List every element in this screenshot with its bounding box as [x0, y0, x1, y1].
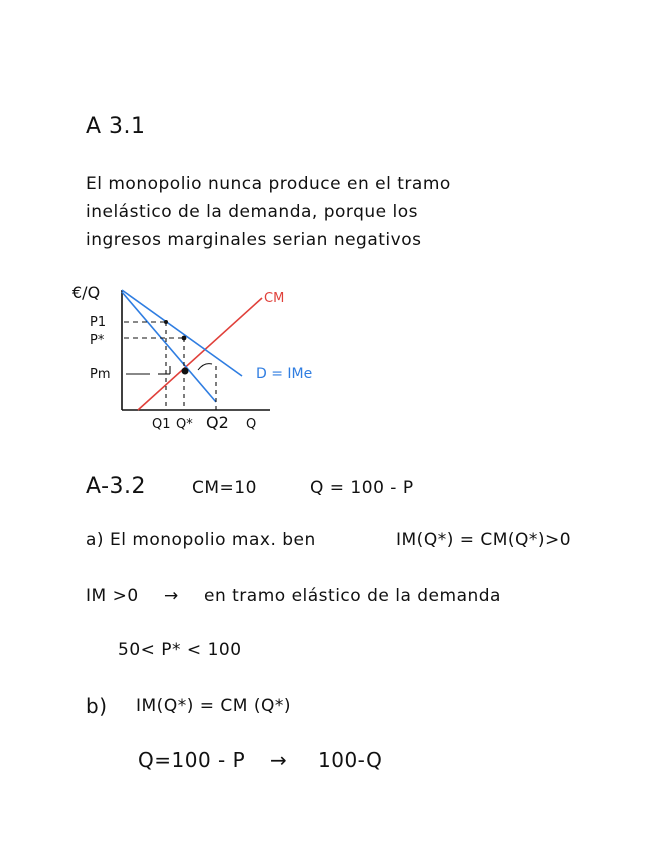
point-pstar: [182, 336, 187, 341]
demand-inverse-right: 100-Q: [318, 748, 383, 772]
demand-equation: Q = 100 - P: [310, 478, 414, 498]
annotation-arc: [198, 364, 212, 370]
demand-label: D = IMe: [256, 366, 313, 382]
point-p1: [164, 320, 168, 324]
y-tick-p1: P1: [90, 315, 107, 330]
cm-value: CM=10: [192, 478, 257, 498]
section-heading-a32: A-3.2: [86, 474, 146, 499]
x-tick-qstar: Q*: [176, 417, 193, 432]
y-tick-pm: Pm: [90, 367, 111, 382]
monopoly-graph: [70, 278, 350, 438]
part-b-label: b): [86, 694, 108, 718]
cm-label: CM: [264, 291, 285, 306]
paragraph-line-1: El monopolio nunca produce en el tramo: [86, 174, 451, 194]
part-b-condition: IM(Q*) = CM (Q*): [136, 696, 291, 716]
part-a-text: a) El monopolio max. ben: [86, 530, 316, 550]
im-elastic-text: en tramo elástico de la demanda: [204, 586, 501, 606]
paragraph-line-3: ingresos marginales serian negativos: [86, 230, 422, 250]
x-tick-q1: Q1: [152, 417, 171, 432]
paragraph-line-2: inelástico de la demanda, porque los: [86, 202, 419, 222]
y-tick-pstar: P*: [90, 333, 105, 348]
part-a-condition: IM(Q*) = CM(Q*)>0: [396, 530, 572, 550]
im-positive: IM >0: [86, 586, 139, 606]
section-heading-a31: A 3.1: [86, 114, 146, 139]
price-range: 50< P* < 100: [118, 640, 242, 660]
y-axis-label: €/Q: [72, 283, 101, 302]
point-equilibrium: [182, 368, 189, 375]
demand-inverse-arrow: →: [270, 748, 288, 772]
x-tick-q2: Q2: [206, 413, 229, 432]
demand-inverse-left: Q=100 - P: [138, 748, 246, 772]
x-tick-q: Q: [246, 417, 257, 432]
im-arrow: →: [164, 586, 179, 606]
monopoly-graph-svg: [70, 278, 350, 438]
